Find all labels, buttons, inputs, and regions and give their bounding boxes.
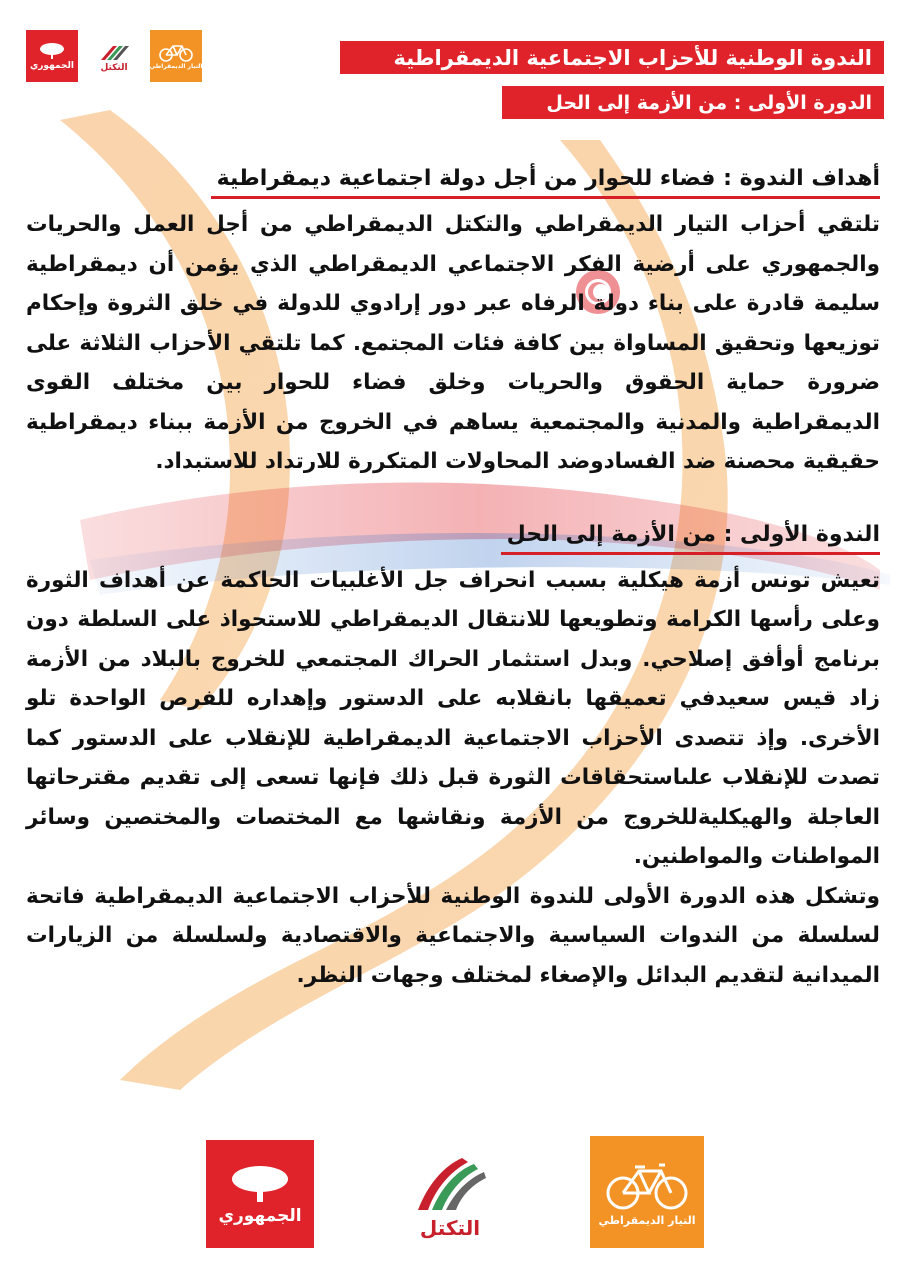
bicycle-icon [605, 1159, 689, 1211]
tree-icon [39, 42, 65, 60]
takattol-logo-label: التكتل [419, 1216, 481, 1240]
stripes-icon [97, 40, 131, 62]
section-first-seminar-heading: الندوة الأولى : من الأزمة إلى الحل [501, 518, 880, 555]
main-content [26, 162, 880, 995]
tayyar-logo-small [150, 30, 202, 82]
jomhouri-logo-label: الجمهوري [30, 60, 74, 71]
section-objectives-body: تلتقي أحزاب التيار الديمقراطي والتكتل الديمقراطي من أجل العمل والحريات والجمهوري على أرضية الفكر الاجتماعي الديمقراطي الذي يؤمن أن ديمقراطية سليمة قادرة على بناء دولة الرفاه عبر دور إرادوي للدولة في خلق الثروة وإحكام توزيعها وتحقيق المساواة بين كافة فئات المجتمع. كما تلتقي الأحزاب الثلاثة على ضرورة حماية الحقوق والحريات وخلق فضاء للحوار بين مختلف القوى الديمقراطية والمدنية والمجتمعية يساهم في الخروج من الأزمة ببناء ديمقراطية حقيقية محصنة ضد الفسادوضد المحاولات المتكررة للارتداد للاستبداد. [26, 212, 880, 474]
takattol-logo-small [88, 30, 140, 82]
tree-icon [230, 1164, 290, 1204]
stripes-icon [408, 1154, 492, 1214]
section-first-seminar-body: تعيش تونس أزمة هيكلية بسبب انحراف جل الأغلبيات الحاكمة عن أهداف الثورة وعلى رأسها الكرامة وتطويعها للانتقال الديمقراطي للاستحواذ على السلطة دون برنامج أوأفق إصلاحي. وبدل استثمار الحراك المجتمعي للخروج بالبلاد من الأزمة زاد قيس سعيدفي تعميقها بانقلابه على الدستور وإهداره للفرص الواحدة تلو الأخرى. وإذ تتصدى الأحزاب الاجتماعية الديمقراطية للإنقلاب على الدستور كما تصدت للإنقلاب علىاستحقاقات الثورة قبل ذلك فإنها تسعى إلى تقديم مقترحاتها العاجلة والهيكليةللخروج من الأزمة ونقاشها مع المختصات والمختصين وسائر المواطنات والمواطنين. [26, 567, 880, 869]
takattol-logo-label: التكتل [100, 62, 128, 73]
event-title-banner: الندوة الوطنية للأحزاب الاجتماعية الديمقراطية [340, 41, 884, 74]
takattol-logo [398, 1142, 502, 1250]
tayyar-logo [590, 1136, 704, 1248]
bicycle-icon [158, 42, 194, 62]
jomhouri-logo-small [26, 30, 78, 82]
jomhouri-logo-label: الجمهوري [218, 1205, 302, 1226]
tayyar-logo-label: التيار الديمقراطي [598, 1213, 696, 1227]
edition-subtitle-banner: الدورة الأولى : من الأزمة إلى الحل [502, 86, 884, 119]
tayyar-logo-label: التيار الديمقراطي [149, 63, 203, 70]
jomhouri-logo [206, 1140, 314, 1248]
section-objectives-heading: أهداف الندوة : فضاء للحوار من أجل دولة اجتماعية ديمقراطية [211, 162, 880, 199]
section-first-seminar-closing: وتشكل هذه الدورة الأولى للندوة الوطنية للأحزاب الاجتماعية الديمقراطية فاتحة لسلسلة من الندوات السياسية والاجتماعية والاقتصادية ولسلسلة من الزيارات الميدانية لتقديم البدائل والإصغاء لمختلف وجهات النظر. [26, 883, 880, 988]
